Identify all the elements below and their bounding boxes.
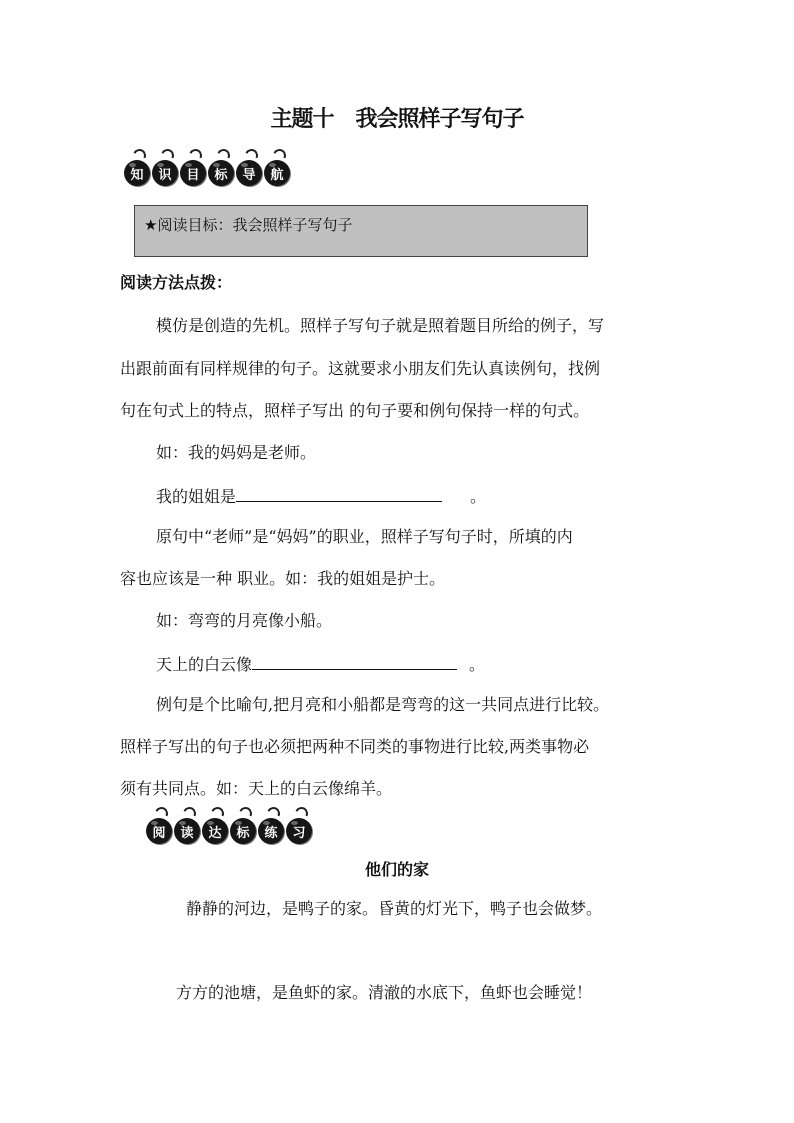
example-sentence-2: 如：弯弯的月亮像小船。 <box>156 611 333 630</box>
fill-blank-2-prefix: 天上的白云像 <box>156 655 253 674</box>
story-line: 静静的河边，是鸭子的家。昏黄的灯光下，鸭子也会做梦。 <box>186 899 603 918</box>
answer-blank-1[interactable] <box>236 485 442 502</box>
fill-blank-1-suffix: 。 <box>470 487 487 506</box>
explanation-line: 照样子写出的句子也必须把两种不同类的事物进行比较,两类事物必 <box>120 737 590 756</box>
badge-char: 读 <box>174 818 200 844</box>
badge-char: 达 <box>202 818 228 844</box>
fill-blank-1-prefix: 我的姐姐是 <box>156 487 237 506</box>
badge-char: 阅 <box>146 818 172 844</box>
explanation-line: 例句是个比喻句,把月亮和小船都是弯弯的这一共同点进行比较。 <box>156 695 610 714</box>
page-title-main: 主题十 <box>270 107 334 132</box>
badge-char: 习 <box>286 818 312 844</box>
fill-blank-1 <box>156 485 486 507</box>
knowledge-goals-badge <box>124 160 292 186</box>
badge-char: 航 <box>264 160 290 186</box>
explanation-line: 容也应该是一种 职业。如：我的姐姐是护士。 <box>120 569 446 588</box>
example-sentence-1: 如：我的妈妈是老师。 <box>156 443 317 462</box>
method-heading: 阅读方法点拨： <box>120 273 233 292</box>
page-title <box>0 102 794 133</box>
fill-blank-2 <box>156 653 485 675</box>
page-title-sub: 我会照样子写句子 <box>355 107 524 132</box>
method-line: 模仿是创造的先机。照样子写句子就是照着题目所给的例子，写 <box>156 316 605 335</box>
method-line: 句在句式上的特点，照样子写出 的句子要和例句保持一样的句式。 <box>120 401 590 420</box>
story-line: 方方的池塘，是鱼虾的家。清澈的水底下，鱼虾也会睡觉！ <box>176 983 593 1002</box>
explanation-line: 须有共同点。如：天上的白云像绵羊。 <box>120 779 393 798</box>
answer-blank-2[interactable] <box>252 653 457 670</box>
story-title: 他们的家 <box>364 860 429 879</box>
explanation-line: 原句中“老师”是“妈妈”的职业，照样子写句子时，所填的内 <box>156 527 573 546</box>
badge-char: 知 <box>124 160 150 186</box>
badge-char: 识 <box>152 160 178 186</box>
reading-goal-text: ★阅读目标：我会照样子写句子 <box>144 216 353 234</box>
badge-char: 目 <box>180 160 206 186</box>
method-line: 出跟前面有同样规律的句子。这就要求小朋友们先认真读例句，找例 <box>120 359 601 378</box>
badge-char: 标 <box>208 160 234 186</box>
badge-char: 导 <box>236 160 262 186</box>
fill-blank-2-suffix: 。 <box>469 655 486 674</box>
reading-goal-box <box>134 205 588 257</box>
badge-char: 标 <box>230 818 256 844</box>
reading-practice-badge <box>146 818 314 844</box>
badge-char: 练 <box>258 818 284 844</box>
